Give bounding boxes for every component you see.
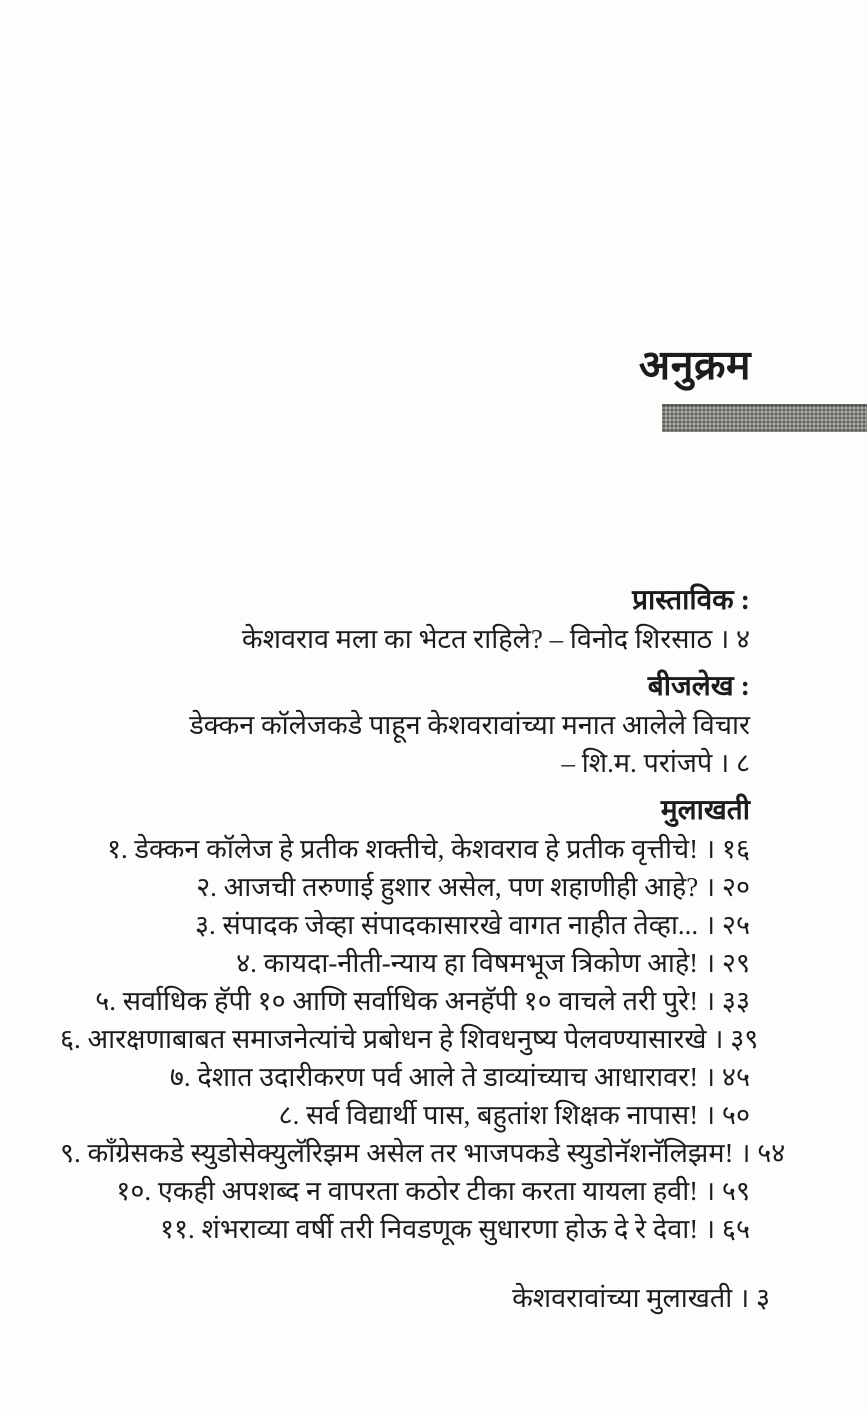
toc-entry: डेक्कन कॉलेजकडे पाहून केशवरावांच्या मनात आलेले विचार (189, 710, 750, 740)
section-heading: प्रास्ताविक : (632, 585, 750, 616)
toc-entry: ४. कायदा-नीती-न्याय हा विषमभूज त्रिकोण आहे! । २९ (236, 948, 750, 978)
toc-entry: ३. संपादक जेव्हा संपादकासारखे वागत नाहीत तेव्हा... । २५ (194, 910, 750, 940)
toc-entry: ७. देशात उदारीकरण पर्व आले ते डाव्यांच्याच आधारावर! । ४५ (169, 1062, 750, 1092)
title-underline-bar (662, 404, 867, 432)
toc-entry: ६. आरक्षणाबाबत समाजनेत्यांचे प्रबोधन हे शिवधनुष्य पेलवण्यासारखे । ३९ (60, 1024, 759, 1054)
toc-section-mulakhati (60, 792, 786, 1248)
toc-entry: – शि.म. परांजपे । ८ (561, 748, 750, 778)
page-footer: केशवरावांच्या मुलाखती । ३ (512, 1283, 770, 1313)
page-title: अनुक्रम (638, 342, 751, 388)
toc-entry: १. डेक्कन कॉलेज हे प्रतीक शक्तीचे, केशवराव हे प्रतीक वृत्तीचे! । १६ (106, 834, 750, 864)
section-heading: मुलाखती (660, 795, 750, 826)
toc-section-prastavik (60, 582, 750, 658)
toc-content (60, 582, 786, 1248)
toc-entry: २. आजची तरुणाई हुशार असेल, पण शहाणीही आहे? । २० (196, 872, 750, 902)
toc-entry: ५. सर्वाधिक हॅपी १० आणि सर्वाधिक अनहॅपी १० वाचले तरी पुरे! । ३३ (95, 986, 750, 1016)
toc-entry: १०. एकही अपशब्द न वापरता कठोर टीका करता यायला हवी! । ५९ (116, 1176, 750, 1206)
toc-section-beejlekh (60, 668, 750, 782)
toc-entry: ८. सर्व विद्यार्थी पास, बहुतांश शिक्षक नापास! । ५० (278, 1100, 750, 1130)
toc-entry: ९. काँग्रेसकडे स्युडोसेक्युलॅरिझम असेल तर भाजपकडे स्युडोनॅशनॅलिझम! । ५४ (60, 1138, 786, 1168)
section-heading: बीजलेख : (647, 671, 750, 702)
toc-entry: ११. शंभराव्या वर्षी तरी निवडणूक सुधारणा होऊ दे रे देवा! । ६५ (159, 1214, 750, 1244)
toc-entry: केशवराव मला का भेटत राहिले? – विनोद शिरसाठ । ४ (241, 624, 750, 654)
